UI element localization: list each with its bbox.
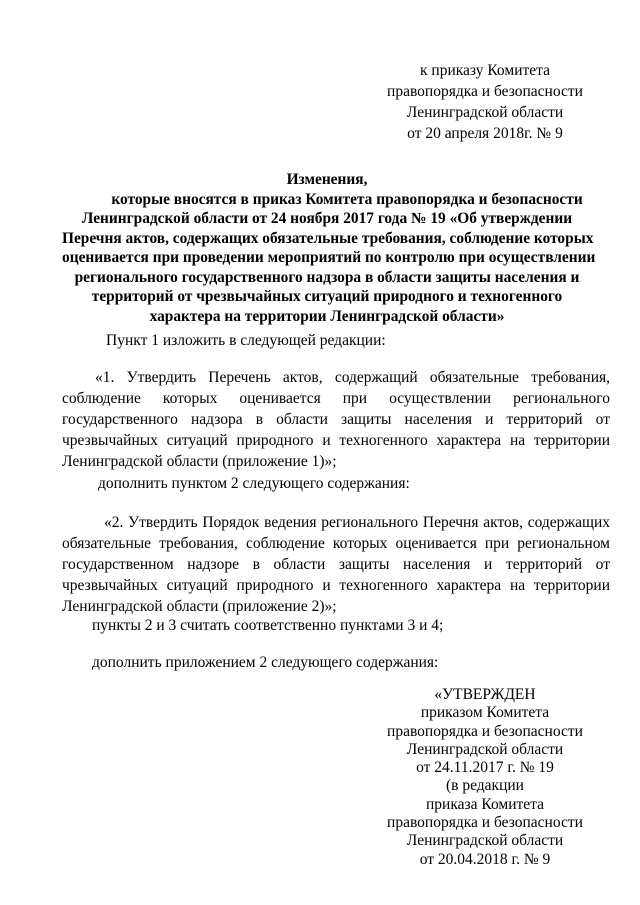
title-line: Изменения, — [286, 171, 368, 188]
paragraph-1: Пункт 1 изложить в следующей редакции: — [106, 332, 386, 349]
title-line: Перечня актов, содержащих обязательные требования, соблюдение которых — [62, 229, 594, 247]
paragraph-line: соблюдение которых оценивается при осуществлении регионального — [62, 390, 610, 407]
paragraph-4 — [62, 512, 610, 617]
title-line: оценивается при проведении мероприятий по контролю при осуществлении — [62, 249, 596, 266]
approval-line: Ленинградской области — [406, 740, 564, 758]
approval-stamp-block — [380, 686, 590, 869]
paragraph-line: Ленинградской области (приложение 1)»; — [62, 453, 337, 470]
approval-line: «УТВЕРЖДЕН — [434, 686, 536, 703]
approval-line: от 24.11.2017 г. № 19 — [416, 759, 554, 777]
title-line: регионального государственного надзора в области защиты населения и — [74, 268, 580, 286]
approval-line: Ленинградской области — [406, 832, 564, 850]
order-reference-line: к приказу Комитета — [420, 62, 550, 79]
order-reference-block — [380, 60, 590, 144]
approval-line: от 20.04.2018 г. № 9 — [419, 850, 551, 868]
approval-line: (в редакции — [446, 777, 524, 795]
approval-line: правопорядка и безопасности — [387, 814, 583, 832]
paragraph-line: Ленинградской области (приложение 2)»; — [62, 598, 337, 615]
title-line: характера на территории Ленинградской области» — [149, 307, 505, 325]
order-reference-line: правопорядка и безопасности — [387, 83, 583, 100]
paragraph-line: чрезвычайных ситуаций природного и техногенного характера на территории — [62, 577, 610, 594]
paragraph-line: чрезвычайных ситуаций природного и техногенного характера на территории — [62, 432, 610, 449]
paragraph-2 — [62, 367, 610, 472]
paragraph-3: дополнить пунктом 2 следующего содержания: — [98, 475, 410, 492]
approval-line: приказа Комитета — [425, 795, 544, 813]
order-reference-line: Ленинградской области — [406, 104, 564, 121]
title-line: территорий от чрезвычайных ситуаций природного и техногенного — [91, 288, 563, 305]
title-line: которые вносятся в приказ Комитета правопорядка и безопасности — [111, 190, 583, 208]
title-line: Ленинградской области от 24 ноября 2017 года № 19 «Об утверждении — [81, 210, 573, 227]
paragraph-line: «2. Утвердить Порядок ведения регионального Перечня актов, содержащих — [104, 514, 610, 531]
approval-line: приказом Комитета — [420, 704, 550, 722]
paragraph-6: дополнить приложением 2 следующего содержания: — [92, 654, 439, 671]
paragraph-line: государственном надзоре в области защиты населения и территорий от — [62, 556, 610, 573]
paragraph-line: «1. Утвердить Перечень актов, содержащий обязательные требования, — [95, 369, 610, 386]
paragraph-line: обязательные требования, соблюдение которых оценивается при региональном — [62, 535, 610, 552]
approval-line: правопорядка и безопасности — [387, 722, 583, 740]
paragraph-5: пункты 2 и 3 считать соответственно пунктами 3 и 4; — [92, 617, 444, 634]
document-title — [62, 170, 596, 326]
paragraph-line: государственного надзора в области защиты населения и территорий от — [62, 411, 610, 428]
order-reference-line: от 20 апреля 2018г. № 9 — [407, 125, 563, 142]
